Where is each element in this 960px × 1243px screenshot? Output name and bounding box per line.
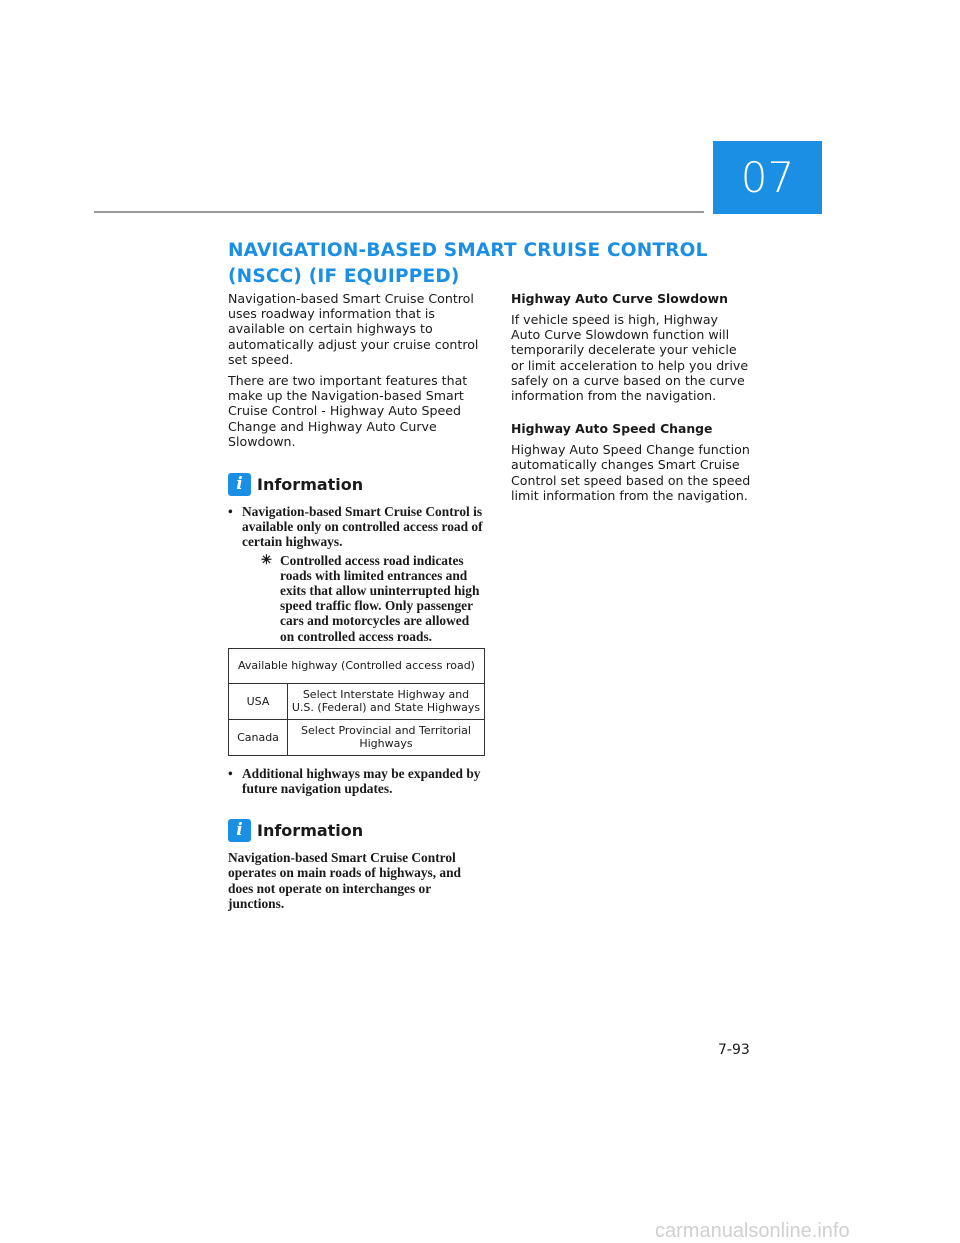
information-text: Navigation-based Smart Cruise Control operates on main roads of highways, and does not operate on interchanges or junctions. — [228, 850, 462, 911]
note-text: Controlled access road indicates roads with limited entrances and exits that allow uninterrupted high speed traffic flow. Only passenger cars and motorcycles are allowed on controlled access roads. — [280, 552, 480, 644]
list-item — [228, 766, 486, 796]
information-list — [228, 504, 486, 644]
table-cell-country: USA — [229, 683, 288, 719]
curve-slowdown-text: If vehicle speed is high, Highway Auto Curve Slowdown function will temporarily decelerate your vehicle or limit acceleration to help you drive safely on a curve based on the curve information from the navigation. — [511, 312, 749, 404]
information-list — [228, 766, 486, 796]
controlled-access-note — [261, 553, 486, 644]
left-column — [228, 291, 486, 911]
information-title: Information — [257, 474, 364, 494]
info-icon: i — [228, 819, 251, 842]
watermark: carmanualsonline.info — [655, 1220, 850, 1242]
table-cell-roads: Select Interstate Highway and U.S. (Federal) and State Highways — [288, 683, 485, 719]
intro-paragraph: Navigation-based Smart Cruise Control uses roadway information that is available on certain highways to automatically adjust your cruise control set speed. — [228, 291, 479, 367]
subheading-speed-change: Highway Auto Speed Change — [511, 421, 713, 437]
information-header — [228, 469, 486, 499]
subheading-curve-slowdown: Highway Auto Curve Slowdown — [511, 291, 728, 306]
information-header — [228, 815, 486, 845]
table-header-row — [229, 648, 485, 683]
speed-change-text: Highway Auto Speed Change function automatically changes Smart Cruise Control set speed based on the speed limit information from the navigation. — [511, 442, 751, 503]
info-icon: i — [228, 473, 251, 496]
table-header: Available highway (Controlled access road) — [229, 648, 485, 683]
list-item — [228, 504, 486, 644]
bullet-text: Navigation-based Smart Cruise Control is available only on controlled access road of certain highways. — [242, 504, 483, 550]
information-title: Information — [257, 820, 364, 840]
table-row — [229, 683, 485, 719]
bullet-text: Additional highways may be expanded by future navigation updates. — [242, 765, 481, 797]
chapter-number: 07 — [740, 153, 795, 202]
asterisk-icon: ✳ — [261, 551, 272, 567]
header-rule — [94, 211, 704, 213]
available-highway-table — [228, 648, 485, 756]
right-column — [511, 291, 751, 509]
table-row — [229, 719, 485, 755]
page-number: 7-93 — [718, 1042, 750, 1058]
section-title: NAVIGATION-BASED SMART CRUISE CONTROL (NSCC) (IF EQUIPPED) — [228, 240, 708, 287]
table-cell-country: Canada — [229, 719, 288, 755]
chapter-tab — [713, 141, 822, 214]
table-cell-roads: Select Provincial and Territorial Highways — [288, 719, 485, 755]
intro-paragraph: There are two important features that make up the Navigation-based Smart Cruise Control - Highway Auto Speed Change and Highway Auto Curve Slowdown. — [228, 373, 468, 449]
